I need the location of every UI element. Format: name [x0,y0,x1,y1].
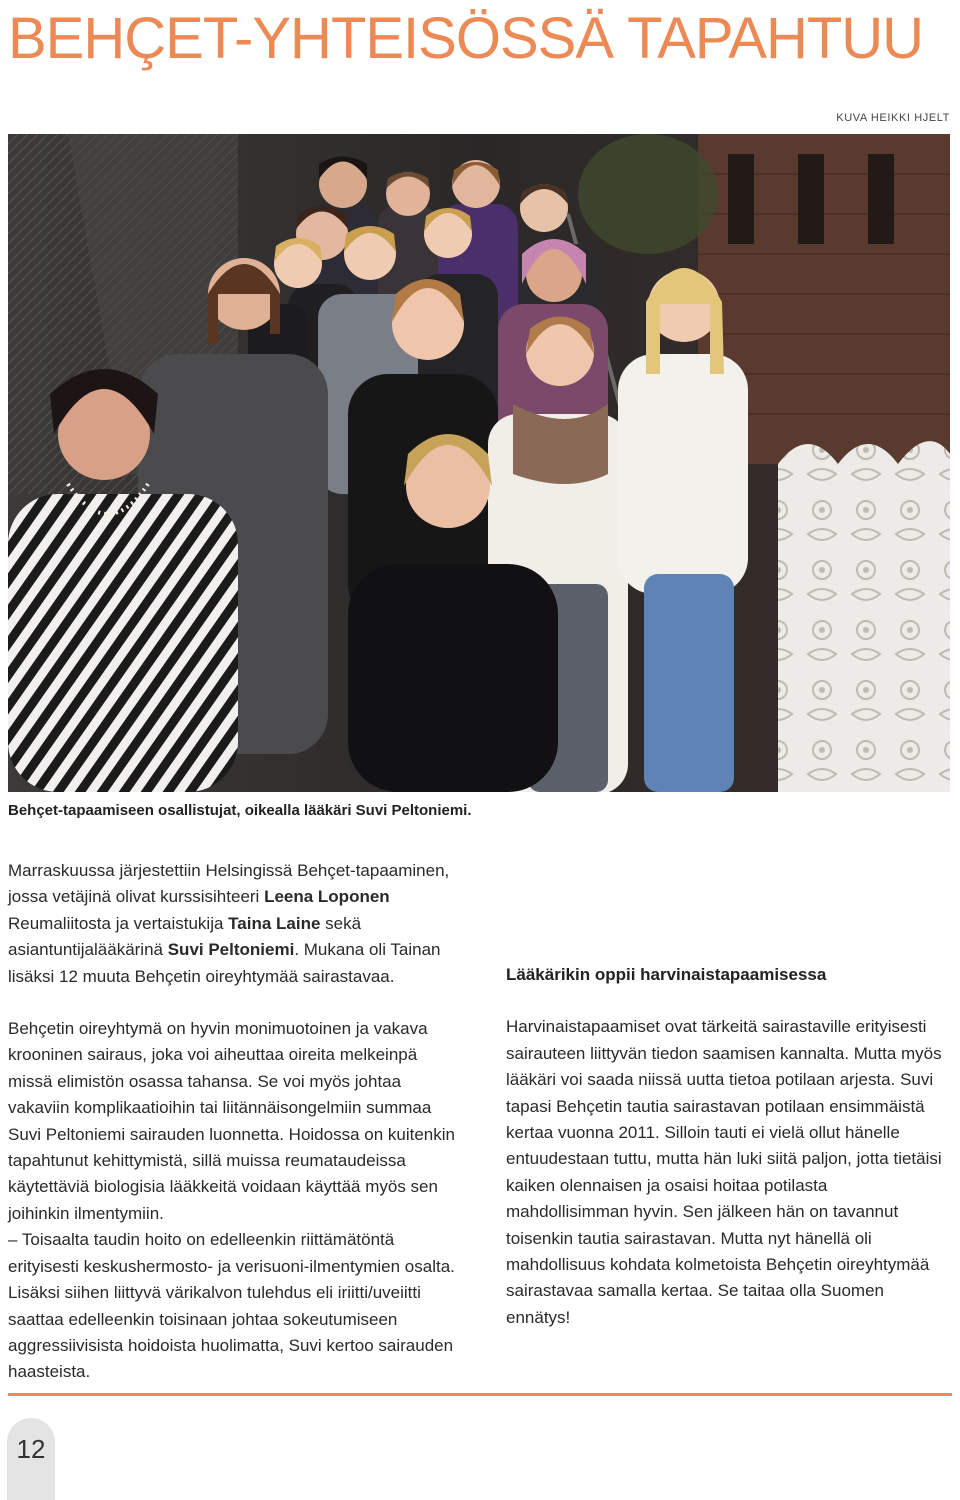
group-photo-illustration [8,134,950,792]
page-number-tab [7,1418,55,1500]
body-paragraph-treatment: – Toisaalta taudin hoito on edelleenkin riittämätöntä erityisesti keskushermosto- ja verisuoni-ilmentymien osalta. Lisäksi siihen liittyvä värikalvon tulehdus eli iriitti/uveiitti saattaa edelleenkin toisinaan johtaa sokeutumiseen aggressiivisista hoidoista huolimatta, Suvi kertoo sairauden haasteista. [8,1230,455,1382]
intro-text-c: sekä asiantuntijalääkärinä [8,913,362,960]
intro-text-d: . Mukana oli Tainan lisäksi 12 muuta Behçetin oireyhtymää sairastavaa. [8,940,441,986]
photo-credit: KUVA HEIKKI HJELT [836,112,950,124]
section-subheading: Lääkärikin oppii harvinaistapaamisessa [506,965,827,984]
intro-text-b: Reumaliitosta ja vertaistukija [8,913,229,933]
footer-divider [8,1393,952,1396]
person-name-leena: Leena Loponen [264,887,390,907]
page-number: 12 [16,1434,46,1464]
person-name-suvi: Suvi Peltoniemi [167,940,295,960]
intro-paragraph [8,858,458,990]
photo-caption: Behçet-tapaamiseen osallistujat, oikealla lääkäri Suvi Peltoniemi. [8,802,472,819]
group-photo [8,134,950,792]
person-name-taina: Taina Laine [228,913,321,933]
body-paragraph-disease: Behçetin oireyhtymä on hyvin monimuotoinen ja vakava krooninen sairaus, joka voi aiheuttaa oireita melkeinpä missä elimistön osassa tahansa. Se voi myös johtaa vakaviin komplikaatioihin tai liitännäisongelmiin summaa Suvi Peltoniemi sairauden luonnetta. Hoidossa on kuitenkin tapahtunut kehittymistä, sillä muissa reumataudeissa käytettäviä biologisia lääkkeitä voidaan käyttää myös sen joihinkin ilmentymiin. [8,1019,455,1223]
article-left-column [8,858,458,1386]
intro-text-a: Marraskuussa järjestettiin Helsingissä Behçet-tapaaminen, jossa vetäjinä olivat kurssisihteeri [8,861,450,907]
article-right-column [506,962,951,1331]
body-paragraph-doctor: Harvinaistapaamiset ovat tärkeitä sairastaville erityisesti sairauteen liittyvän tiedon saamisen kannalta. Mutta myös lääkäri voi saada niissä uutta tietoa potilaan arjesta. Suvi tapasi Behçetin tautia sairastavan potilaan ensimmäistä kertaa vuonna 2011. Silloin tauti ei vielä ollut hänelle entuudestaan tuttu, mutta hän luki siitä paljon, jotta tietäisi kaiken olennaisen ja osaisi hoitaa potilasta mahdollisimman hyvin. Sen jälkeen hän on tavannut toisenkin tautia sairastavan. Mutta nyt hänellä oli mahdollisuus kohdata kolmetoista Behçetin oireyhtymää sairastavaa samalla kertaa. Se taitaa olla Suomen ennätys! [506,1017,942,1327]
page-title: BEHÇET-YHTEISÖSSÄ TAPAHTUU [8,6,924,71]
